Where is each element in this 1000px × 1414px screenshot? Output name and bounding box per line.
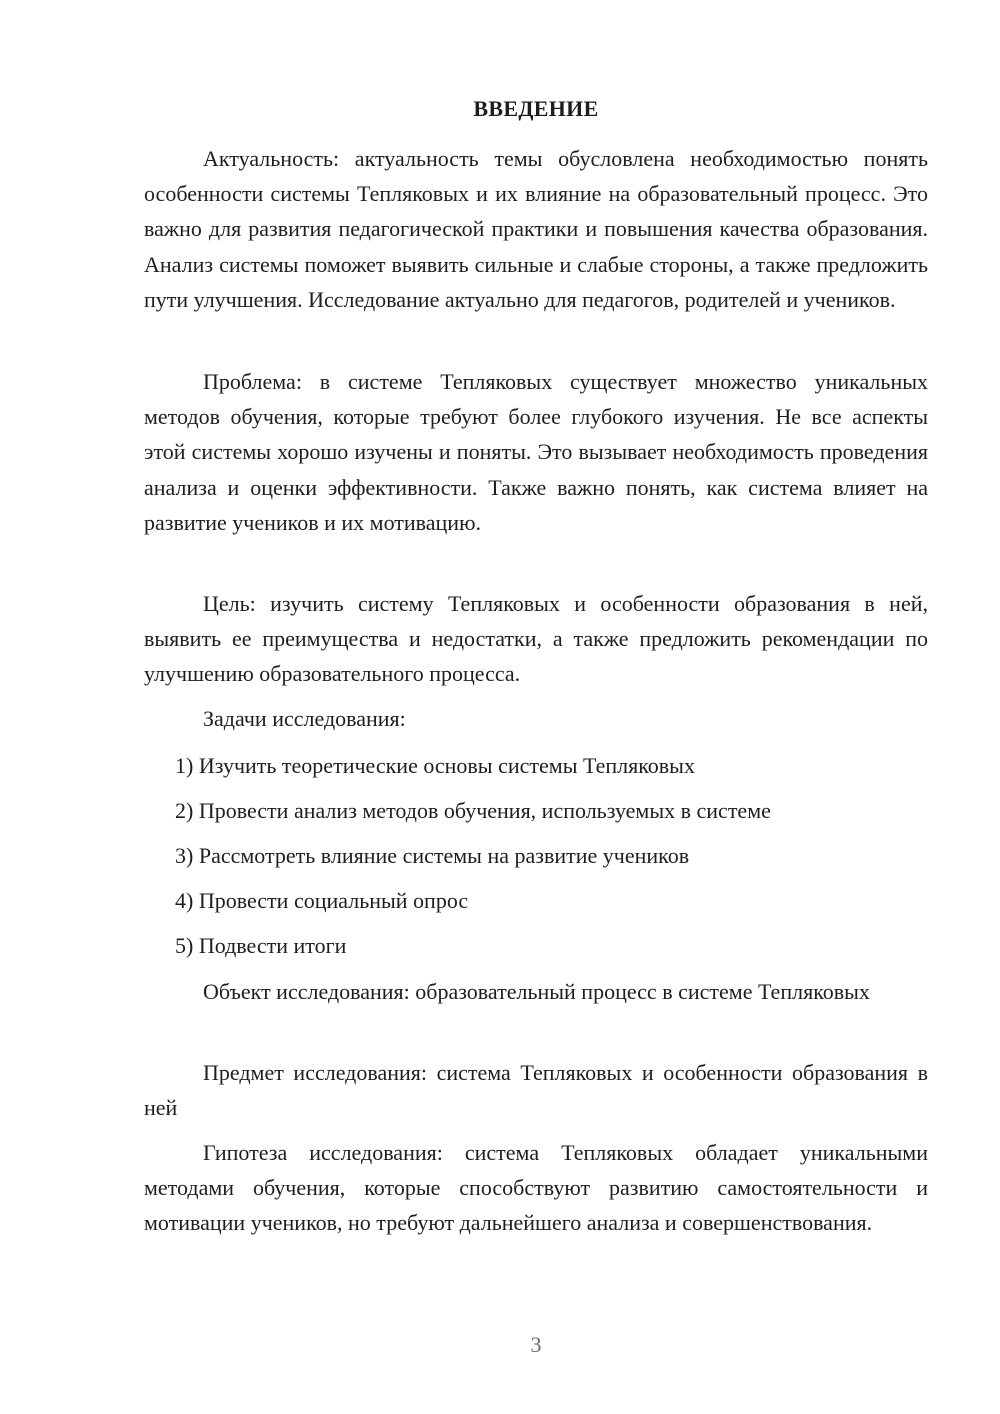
list-item-number: 2): [175, 798, 194, 823]
relevance-paragraph: Актуальность: актуальность темы обусловлена необходимостью понять особенности системы Тепляковых и их влияние на образовательный процесс. Это важно для развития педагогической практики и повышения качества образования. Анализ системы поможет выявить сильные и слабые стороны, а также предложить пути улучшения. Исследование актуально для педагогов, родителей и учеников.: [144, 146, 928, 312]
problem-paragraph: Проблема: в системе Тепляковых существует множество уникальных методов обучения, которые требуют более глубокого изучения. Не все аспекты этой системы хорошо изучены и поняты. Это вызывает необходимость проведения анализа и оценки эффективности. Также важно понять, как система влияет на развитие учеников и их мотивацию.: [144, 369, 928, 535]
list-item: [175, 883, 468, 918]
list-item: [175, 838, 689, 873]
subject-paragraph: Предмет исследования: система Тепляковых и особенности образования в ней: [144, 1060, 928, 1121]
page-number: 3: [530, 1332, 542, 1357]
list-item-text: Изучить теоретические основы системы Тепляковых: [198, 753, 695, 778]
object-paragraph: Объект исследования: образовательный процесс в системе Тепляковых: [203, 979, 870, 1004]
list-item-number: 5): [175, 933, 194, 958]
list-item: [175, 793, 771, 828]
list-item: [175, 748, 695, 783]
list-item-text: Провести социальный опрос: [198, 888, 469, 913]
list-item-number: 3): [175, 843, 194, 868]
list-item-number: 4): [175, 888, 194, 913]
list-item: [175, 928, 346, 963]
list-item-number: 1): [175, 753, 194, 778]
tasks-intro: Задачи исследования:: [203, 706, 406, 731]
section-heading: ВВЕДЕНИЕ: [473, 96, 599, 121]
list-item-text: Провести анализ методов обучения, используемых в системе: [198, 798, 771, 823]
goal-paragraph: Цель: изучить систему Тепляковых и особенности образования в ней, выявить ее преимущества и недостатки, а также предложить рекомендации по улучшению образовательного процесса.: [144, 591, 928, 687]
list-item-text: Рассмотреть влияние системы на развитие учеников: [198, 843, 690, 868]
list-item-text: Подвести итоги: [198, 933, 347, 958]
hypothesis-paragraph: Гипотеза исследования: система Тепляковых обладает уникальными методами обучения, которые способствуют развитию самостоятельности и мотивации учеников, но требуют дальнейшего анализа и совершенствования.: [144, 1140, 928, 1236]
